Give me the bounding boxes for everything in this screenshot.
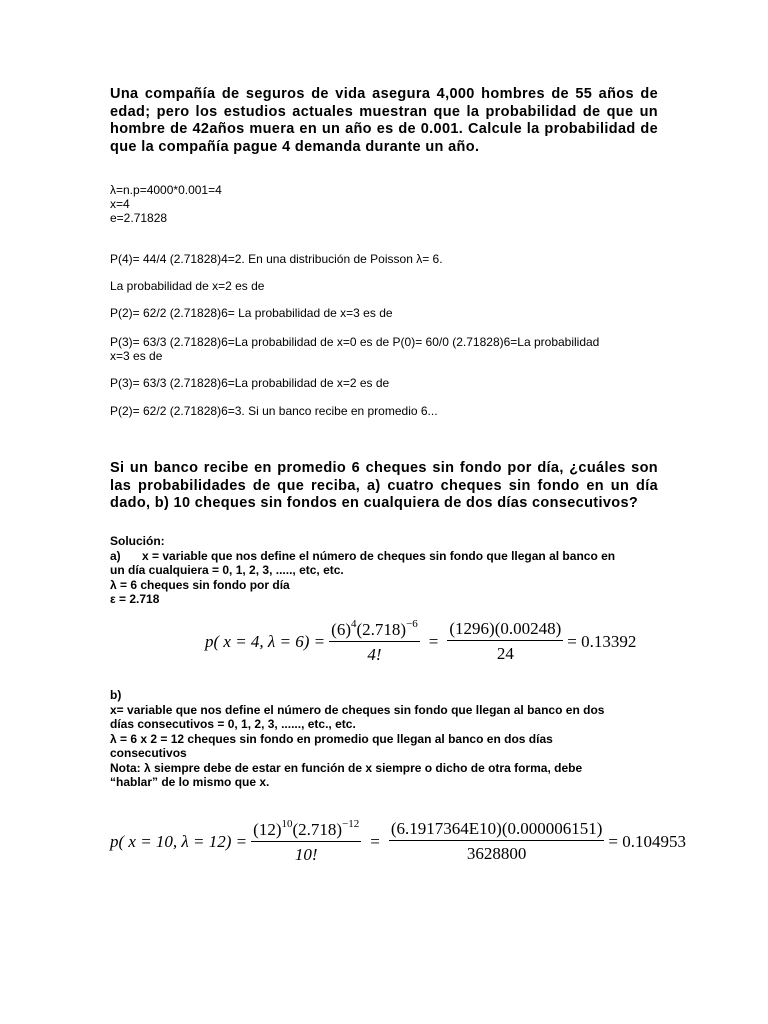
solution-heading: Solución: bbox=[110, 534, 165, 548]
b-lambda-2: consecutivos bbox=[110, 746, 187, 760]
f2-base: (12) bbox=[253, 820, 282, 839]
line-5: P(3)= 63/3 (2.71828)6=La probabilidad de x=2 es de bbox=[110, 376, 390, 390]
b-label: b) bbox=[110, 688, 122, 702]
formula-a-numerator-2: (1296)(0.00248) bbox=[447, 619, 563, 641]
formula-b-result: = 0.104953 bbox=[608, 831, 686, 851]
formula-a-fraction-2 bbox=[447, 619, 563, 664]
formula-a-fraction-1 bbox=[329, 618, 420, 665]
formula-a-lhs: p( x = 4, λ = 6) = bbox=[205, 631, 326, 651]
b-note-1: Nota: λ siempre debe de estar en función de x siempre o dicho de otra forma, debe bbox=[110, 760, 583, 775]
equals-sign: = bbox=[370, 831, 380, 851]
formula-b-denominator-1: 10! bbox=[294, 845, 318, 864]
f2-exp2: −12 bbox=[342, 818, 360, 830]
formula-b-fraction-1 bbox=[251, 818, 361, 865]
line-4a: P(3)= 63/3 (2.71828)6=La probabilidad de x=0 es de P(0)= 60/0 (2.71828)6=La probabilidad bbox=[110, 335, 600, 349]
equals-sign: = bbox=[428, 631, 439, 651]
line-3: P(2)= 62/2 (2.71828)6= La probabilidad de x=3 es de bbox=[110, 306, 393, 320]
formula-a-denominator-1: 4! bbox=[367, 645, 382, 664]
formula-b-fraction-2 bbox=[389, 819, 605, 864]
formula-b-denominator-2: 3628800 bbox=[466, 844, 527, 863]
formula-b bbox=[110, 818, 686, 865]
a-text: x = variable que nos define el número de cheques sin fondo que llegan al banco en bbox=[142, 548, 616, 563]
f1-exp: 4 bbox=[350, 618, 357, 630]
a-lambda: λ = 6 cheques sin fondo por día bbox=[110, 577, 290, 592]
f2-rest: (2.718) bbox=[292, 820, 343, 839]
problem-2-paragraph: Si un banco recibe en promedio 6 cheques sin fondo por día, ¿cuáles son las probabilidades de que reciba, a) cuatro cheques sin fondo en un día dado, b) 10 cheques sin fondos en cualquiera de dos días consecutivos? bbox=[110, 460, 658, 511]
line-6: P(2)= 62/2 (2.71828)6=3. Si un banco recibe en promedio 6... bbox=[110, 404, 438, 418]
solution-b-block bbox=[110, 688, 670, 790]
line-1: P(4)= 44/4 (2.71828)4=2. En una distribución de Poisson λ= 6. bbox=[110, 252, 443, 266]
f1-base: (6) bbox=[331, 620, 351, 639]
f1-exp2: −6 bbox=[406, 618, 418, 630]
formula-a-numerator-1 bbox=[329, 618, 420, 642]
problem-1-text bbox=[110, 86, 658, 156]
problem-2-text bbox=[110, 460, 658, 513]
a-e: ε = 2.718 bbox=[110, 592, 160, 606]
b-note-2: “hablar” de lo mismo que x. bbox=[110, 775, 270, 789]
parameters-block bbox=[110, 183, 658, 225]
formula-a bbox=[205, 618, 636, 665]
f1-rest: (2.718) bbox=[356, 620, 407, 639]
formula-b-lhs: p( x = 10, λ = 12) = bbox=[110, 831, 248, 851]
problem-1-paragraph: Una compañía de seguros de vida asegura 4,000 hombres de 55 años de edad; pero los estudios actuales muestran que la probabilidad de que un hombre de 42años muera en un año es de 0.001. Calcule la probabilidad de que la compañía pague 4 demanda durante un año. bbox=[110, 86, 658, 155]
a-text-2: un día cualquiera = 0, 1, 2, 3, ....., etc, etc. bbox=[110, 563, 344, 577]
b-text-1: x= variable que nos define el número de cheques sin fondo que llegan al banco en dos bbox=[110, 702, 605, 717]
line-4b: x=3 es de bbox=[110, 349, 163, 363]
line-4 bbox=[110, 335, 670, 363]
x-line: x=4 bbox=[110, 197, 130, 211]
formula-a-denominator-2: 24 bbox=[496, 644, 514, 663]
solution-a-block bbox=[110, 534, 670, 607]
formula-b-numerator-1 bbox=[251, 818, 361, 842]
formula-a-result: = 0.13392 bbox=[567, 631, 637, 651]
b-text-2: días consecutivos = 0, 1, 2, 3, ......, etc., etc. bbox=[110, 717, 356, 731]
b-lambda-1: λ = 6 x 2 = 12 cheques sin fondo en promedio que llegan al banco en dos días bbox=[110, 731, 553, 746]
solution-a-line bbox=[110, 549, 670, 564]
lambda-line: λ=n.p=4000*0.001=4 bbox=[110, 183, 222, 197]
a-label: a) bbox=[110, 548, 121, 563]
formula-b-numerator-2: (6.1917364E10)(0.000006151) bbox=[389, 819, 605, 841]
line-2: La probabilidad de x=2 es de bbox=[110, 279, 265, 293]
e-line: e=2.71828 bbox=[110, 211, 168, 225]
f2-exp: 10 bbox=[281, 818, 293, 830]
